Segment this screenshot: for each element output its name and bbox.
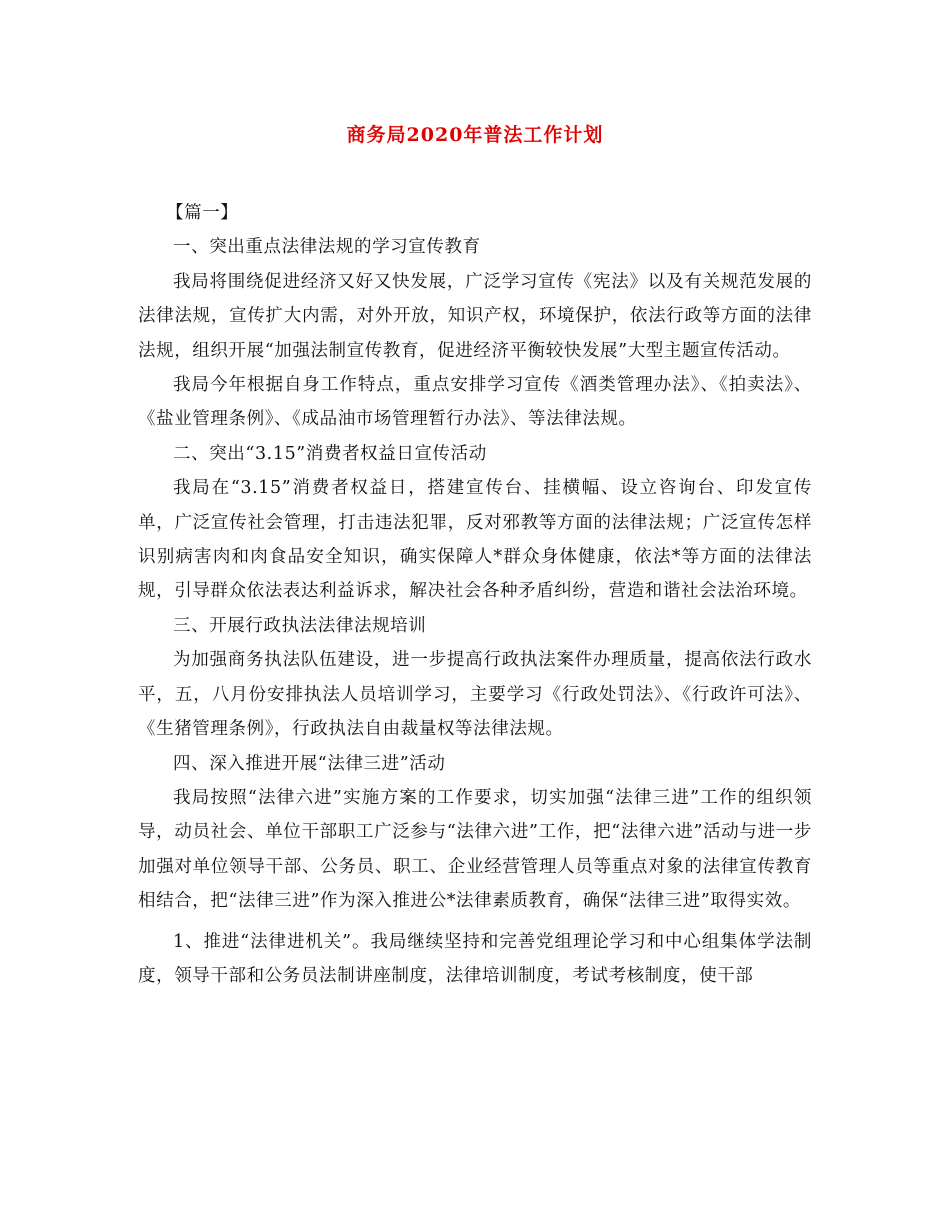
document-title: 商务局2020年普法工作计划 (346, 124, 604, 146)
heading-4: 四、深入推进开展“法律三进”活动 (173, 753, 446, 774)
section-label: 【篇一】 (166, 203, 239, 223)
heading-1: 一、突出重点法律法规的学习宣传教育 (173, 237, 481, 258)
paragraph: 我局将围绕促进经济又好又快发展，广泛学习宣传《宪法》以及有关规范发展的法律法规，宣传扩大内需，对外开放，知识产权，环境保护，依法行政等方面的法律法规，组织开展“加强法制宣传教育，促进经济平衡较快发展”大型主题宣传活动。 (138, 271, 812, 361)
paragraph: 我局在“3.15”消费者权益日，搭建宣传台、挂横幅、设立咨询台、印发宣传单，广泛宣传社会管理，打击违法犯罪，反对邪教等方面的法律法规；广泛宣传怎样识别病害肉和肉食品安全知识，确实保障人*群众身体健康，依法*等方面的法律法规，引导群众依法表达利益诉求，解决社会各种矛盾纠纷，营造和谐社会法治环境。 (138, 478, 812, 602)
paragraph: 我局按照“法律六进”实施方案的工作要求，切实加强“法律三进”工作的组织领导，动员社会、单位干部职工广泛参与“法律六进”工作，把“法律六进”活动与进一步加强对单位领导干部、公务员、职工、企业经营管理人员等重点对象的法律宣传教育相结合，把“法律三进”作为深入推进公*法律素质教育，确保“法律三进”取得实效。 (138, 787, 812, 912)
paragraph: 为加强商务执法队伍建设，进一步提高行政执法案件办理质量，提高依法行政水平，五，八月份安排执法人员培训学习，主要学习《行政处罚法》、《行政许可法》、《生猪管理条例》，行政执法自由裁量权等法律法规。 (138, 650, 812, 740)
heading-2: 二、突出“3.15”消费者权益日宣传活动 (173, 443, 487, 464)
heading-3: 三、开展行政执法法律法规培训 (173, 615, 427, 636)
paragraph: 我局今年根据自身工作特点，重点安排学习宣传《酒类管理办法》、《拍卖法》、《盐业管理条例》、《成品油市场管理暂行办法》、等法律法规。 (138, 375, 812, 430)
paragraph: 1、推进“法律进机关”。我局继续坚持和完善党组理论学习和中心组集体学法制度，领导干部和公务员法制讲座制度，法律培训制度，考试考核制度，使干部 (138, 931, 812, 986)
